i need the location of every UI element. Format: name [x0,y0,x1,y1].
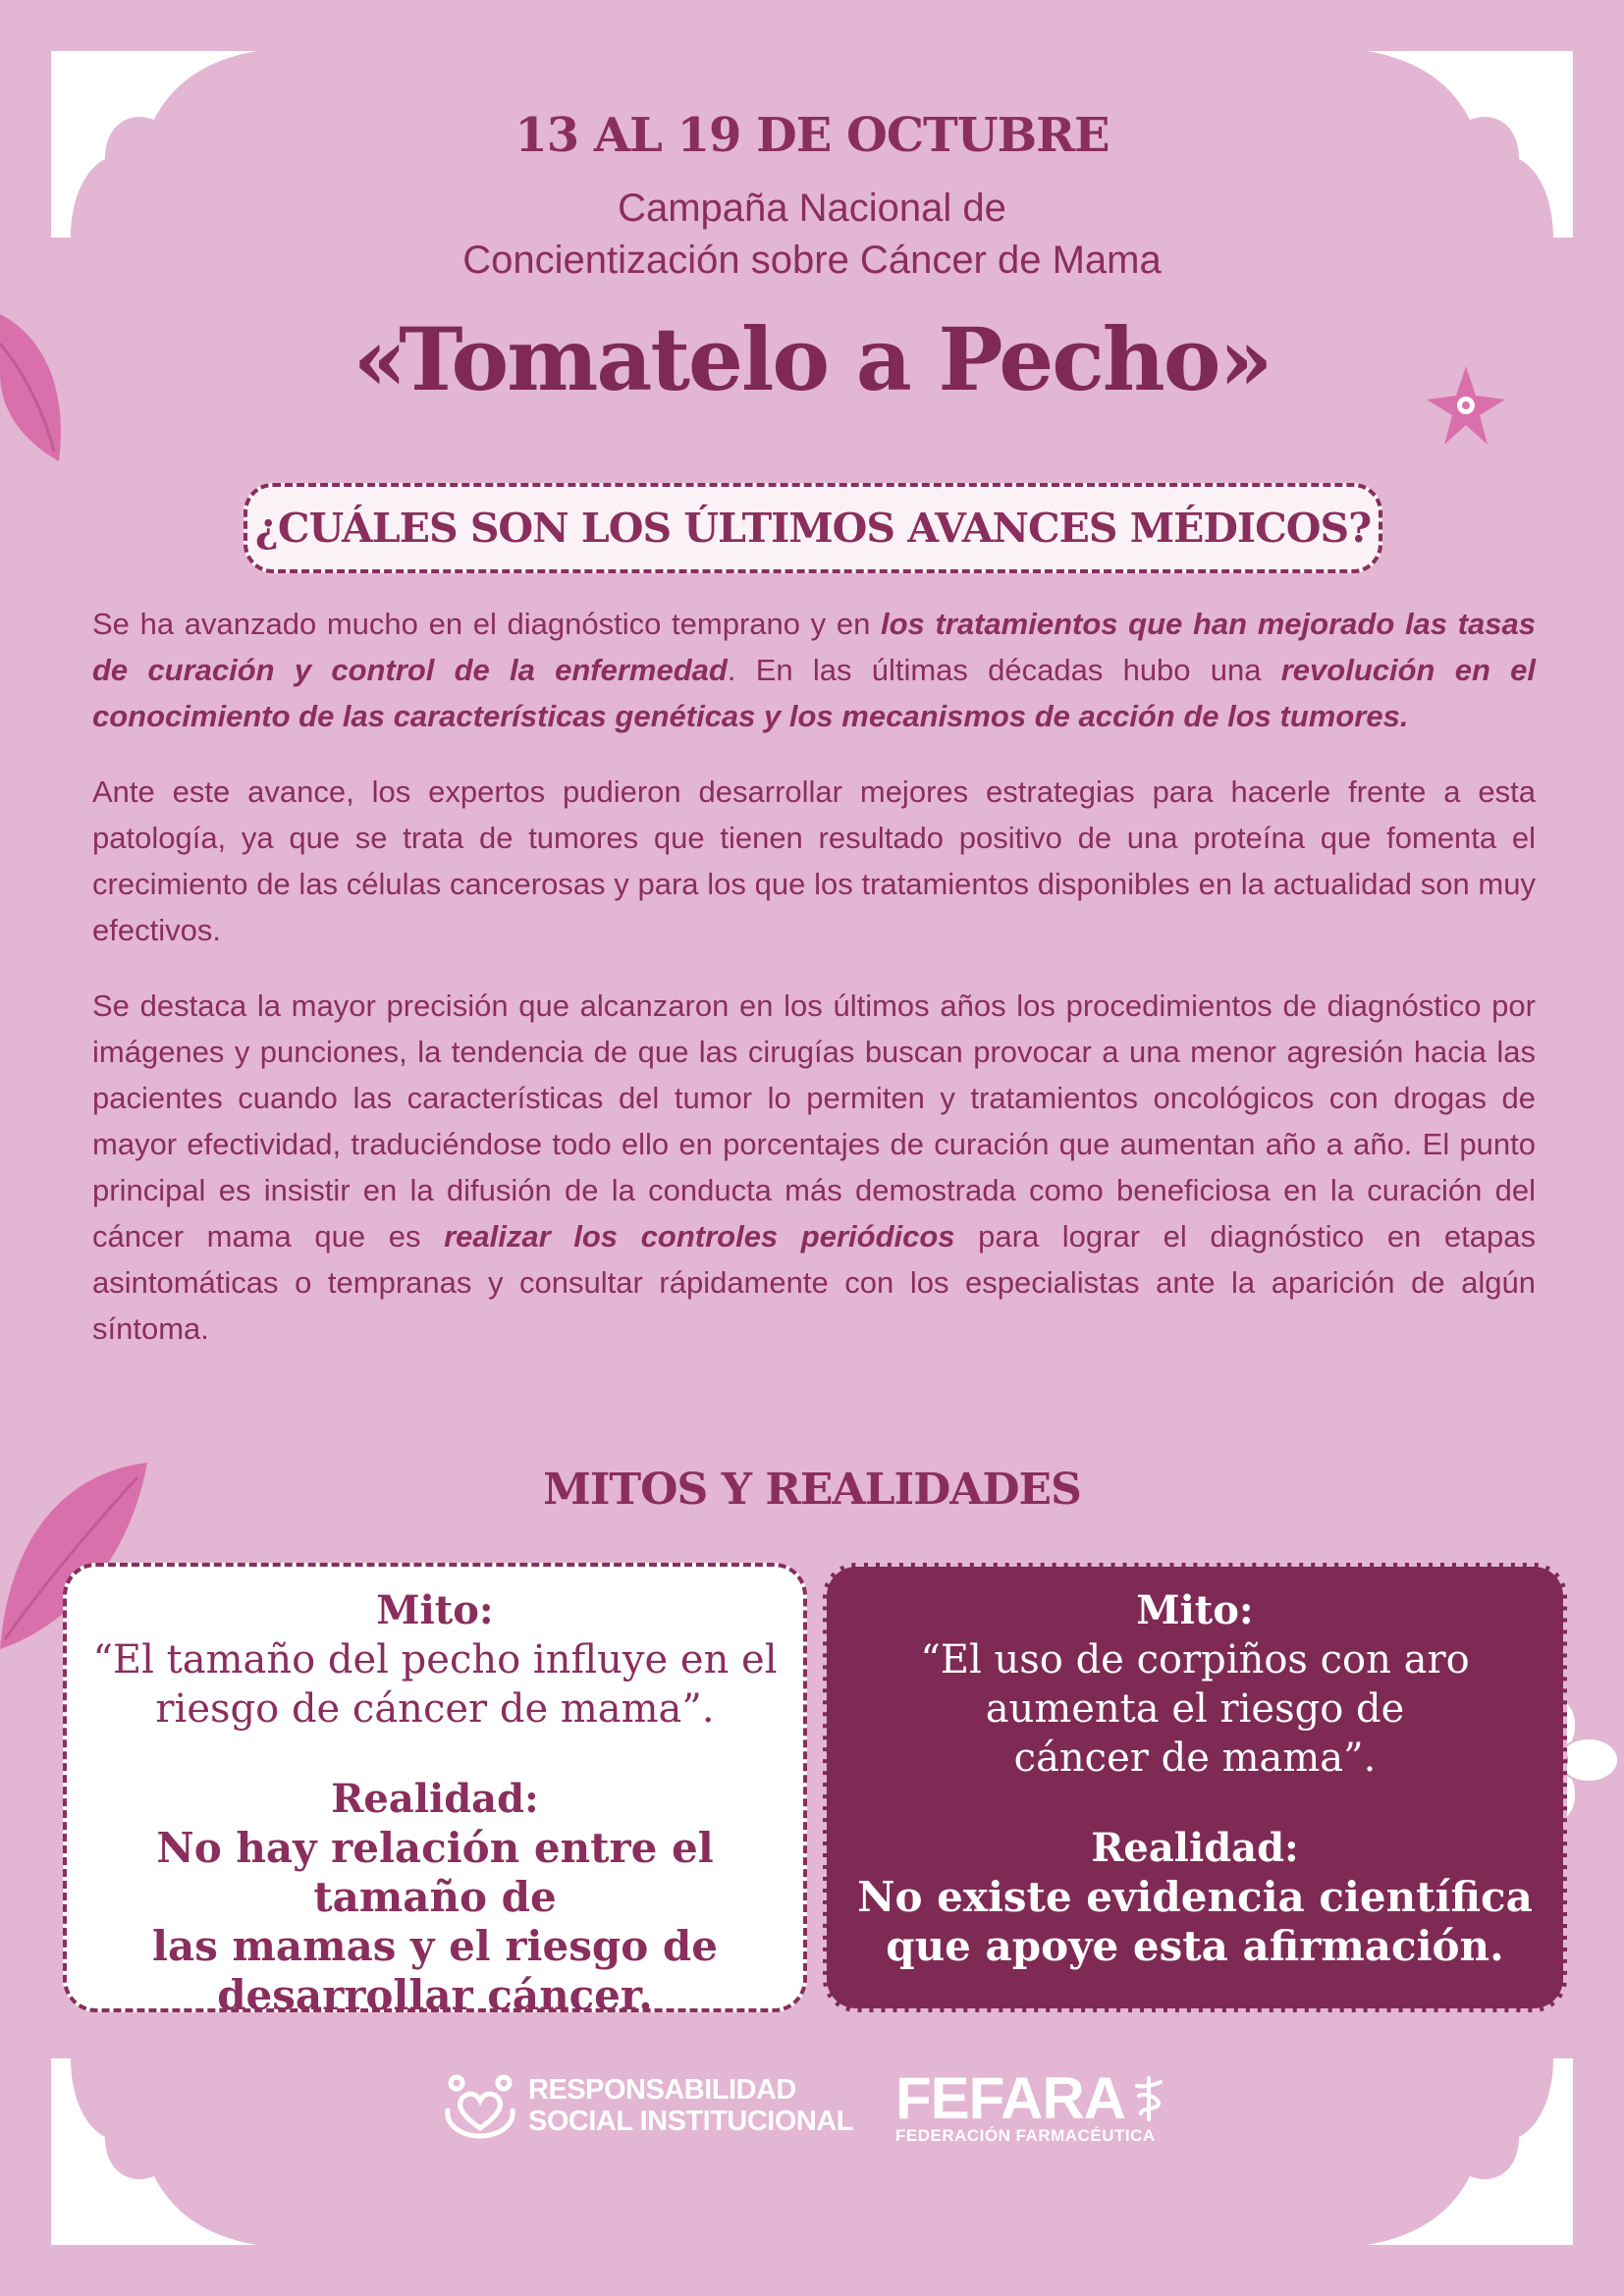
myth-text-line: “El tamaño del pecho influye en el [92,1637,778,1682]
myth-label: Mito: [1136,1587,1254,1633]
rsi-line1: RESPONSABILIDAD [528,2074,796,2106]
myth-text-line: cáncer de mama”. [1013,1735,1377,1781]
myth-text-line: “El uso de corpiños con aro [920,1637,1470,1682]
fefara-subtitle: FEDERACIÓN FARMACÉUTICA [895,2126,1156,2145]
footer [0,2065,1624,2150]
reality-label: Realidad: [1091,1825,1299,1871]
paragraph-1 [92,601,1536,739]
reality-label: Realidad: [331,1776,539,1822]
reality-text-line: No existe evidencia científica [857,1873,1533,1921]
fefara-name: FEFARA [895,2065,1125,2131]
paragraph-3 [92,983,1536,1352]
campaign-name-line1: Campaña Nacional de [618,187,1006,230]
myth-card-1 [63,1563,807,2019]
paragraph-3-end: para lograr el diagnóstico en etapas asintomáticas o tempranas y consultar rápidamente con los especialistas ante la aparición de algún síntoma. [92,1219,1536,1346]
campaign-name-line2: Concientización sobre Cáncer de Mama [462,239,1162,282]
paragraph-1-intro: Se ha avanzado mucho en el diagnóstico temprano y en [92,607,881,641]
rsi-line2: SOCIAL INSTITUCIONAL [528,2106,854,2137]
myth-text-line: aumenta el riesgo de [985,1686,1405,1732]
reality-text-line: las mamas y el riesgo de [152,1922,718,1970]
body-text [92,601,1536,1381]
campaign-name [0,183,1624,287]
rsi-text [528,2074,853,2137]
paragraph-1-highlight: los tratamientos que han mejorado las tasas de curación y control de la enfermedad [92,607,1536,687]
paragraph-1-highlight-2: revolución en el conocimiento de las características genéticas y los mecanismos de acción de los tumores. [92,653,1536,733]
campaign-dates: 13 AL 19 DE OCTUBRE [514,108,1110,163]
reality-text-line: No hay relación entre el tamaño de [156,1824,714,1921]
myths-title: MITOS Y REALIDADES [543,1465,1081,1515]
reality-text-line: desarrollar cáncer. [217,1971,653,2019]
myth-text-line: riesgo de cáncer de mama”. [155,1686,715,1732]
question-heading: ¿CUÁLES SON LOS ÚLTIMOS AVANCES MÉDICOS? [254,505,1372,552]
fefara-logo [895,2065,1168,2146]
rsi-logo [442,2071,853,2140]
myth-label: Mito: [376,1587,494,1633]
paragraph-3-main: Se destaca la mayor precisión que alcanzaron en los últimos años los procedimientos de diagnóstico por imágenes y punciones, la tendencia de que las cirugías buscan provocar a una menor agresión hacia las pacientes cuando las características del tumor lo permiten y tratamientos oncológicos con drogas de mayor efectividad, traduciéndose todo ello en porcentajes de curación que aumentan año a año. El punto principal es insistir en la difusión de la conducta más demostrada como beneficiosa en la curación del cáncer mama que es [92,988,1536,1254]
reality-text-line: que apoye esta afirmación. [886,1922,1504,1970]
rsi-hands-heart-icon [442,2071,518,2140]
paragraph-3-highlight: realizar los controles periódicos [444,1219,955,1254]
paragraph-2: Ante este avance, los expertos pudieron desarrollar mejores estrategias para hacerle frente a esta patología, ya que se trata de tumores que tienen resultado positivo de una proteína que fomenta el crecimiento de las células cancerosas y para los que los tratamientos disponibles en la actualidad son muy efectivos. [92,774,1536,947]
header [0,108,1624,410]
myth-card-2 [823,1563,1567,2012]
slogan: «Tomatelo a Pecho» [352,308,1272,410]
question-box [244,483,1382,573]
paragraph-1-middle: . En las últimas décadas hubo una [727,653,1281,687]
caduceus-icon [1129,2074,1168,2123]
